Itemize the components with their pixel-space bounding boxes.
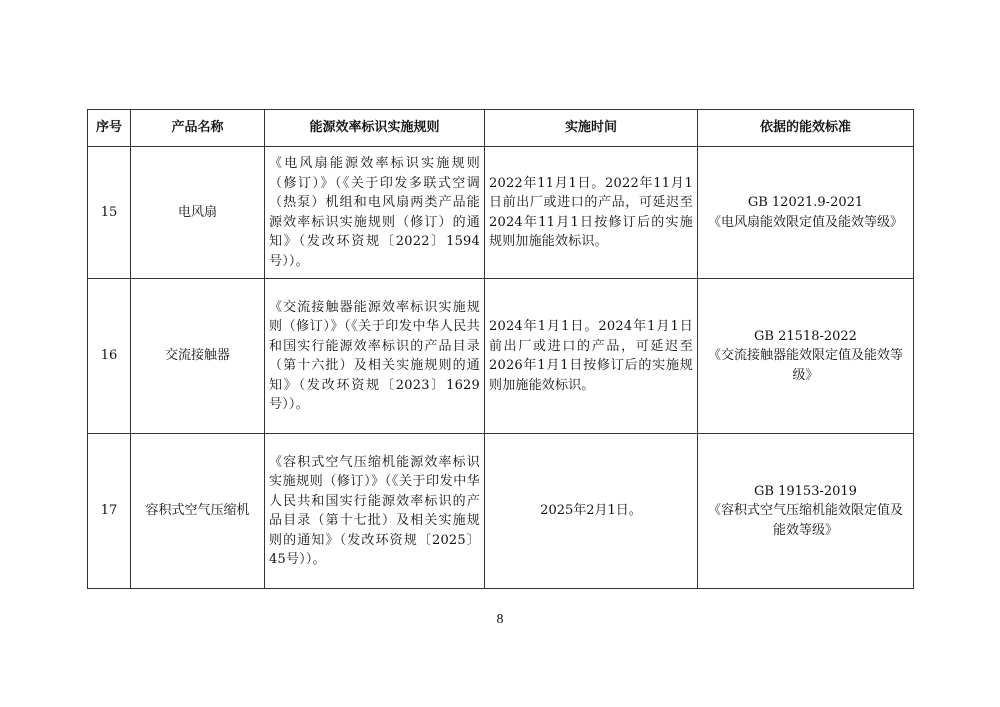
product-name: 交流接触器 [131,279,265,434]
row-number: 15 [88,147,131,279]
standard-code: GB 21518-2022 [754,328,857,344]
row-number: 17 [88,434,131,589]
standard-name: 《电风扇能效限定值及能效等级》 [707,214,903,230]
standard-code: GB 19153-2019 [754,483,857,499]
header-effective-date: 实施时间 [485,110,698,147]
product-name: 电风扇 [131,147,265,279]
row-number: 16 [88,279,131,434]
product-name: 容积式空气压缩机 [131,434,265,589]
standard-name: 《容积式空气压缩机能效限定值及能效等级》 [707,503,903,538]
header-serial-number: 序号 [88,110,131,147]
label-rule: 《交流接触器能源效率标识实施规则（修订）》（《关于印发中华人民共和国实行能源效率标识的产品目录（第十六批）及相关实施规则的通知》（发改环资规〔2023〕1629号））。 [265,279,485,434]
table-header-row [88,110,914,147]
energy-label-table [87,109,914,589]
label-rule: 《容积式空气压缩机能源效率标识实施规则（修订）》（《关于印发中华人民共和国实行能源效率标识的产品目录（第十七批）及相关实施规则的通知》（发改环资规〔2025〕45号））。 [265,434,485,589]
header-standard: 依据的能效标准 [698,110,914,147]
standard-name: 《交流接触器能效限定值及能效等级》 [707,348,903,383]
table-row [88,279,914,434]
table-row [88,434,914,589]
table-row [88,147,914,279]
header-label-rule: 能源效率标识实施规则 [265,110,485,147]
standard-code: GB 12021.9-2021 [747,195,864,210]
label-rule: 《电风扇能源效率标识实施规则（修订）》（《关于印发多联式空调（热泵）机组和电风扇两类产品能源效率标识实施规则（修订）的通知》（发改环资规〔2022〕1594号））。 [265,147,485,279]
standard-cell [698,434,914,589]
effective-date: 2024年1月1日。2024年1月1日前出厂或进口的产品，可延迟至2026年1月1日按修订后的实施规则加施能效标识。 [485,279,698,434]
standard-cell [698,279,914,434]
header-product-name: 产品名称 [131,110,265,147]
standard-cell [698,147,914,279]
page-number: 8 [496,612,504,627]
effective-date: 2025年2月1日。 [485,434,698,589]
effective-date: 2022年11月1日。2022年11月1日前出厂或进口的产品，可延迟至2024年11月1日按修订后的实施规则加施能效标识。 [485,147,698,279]
